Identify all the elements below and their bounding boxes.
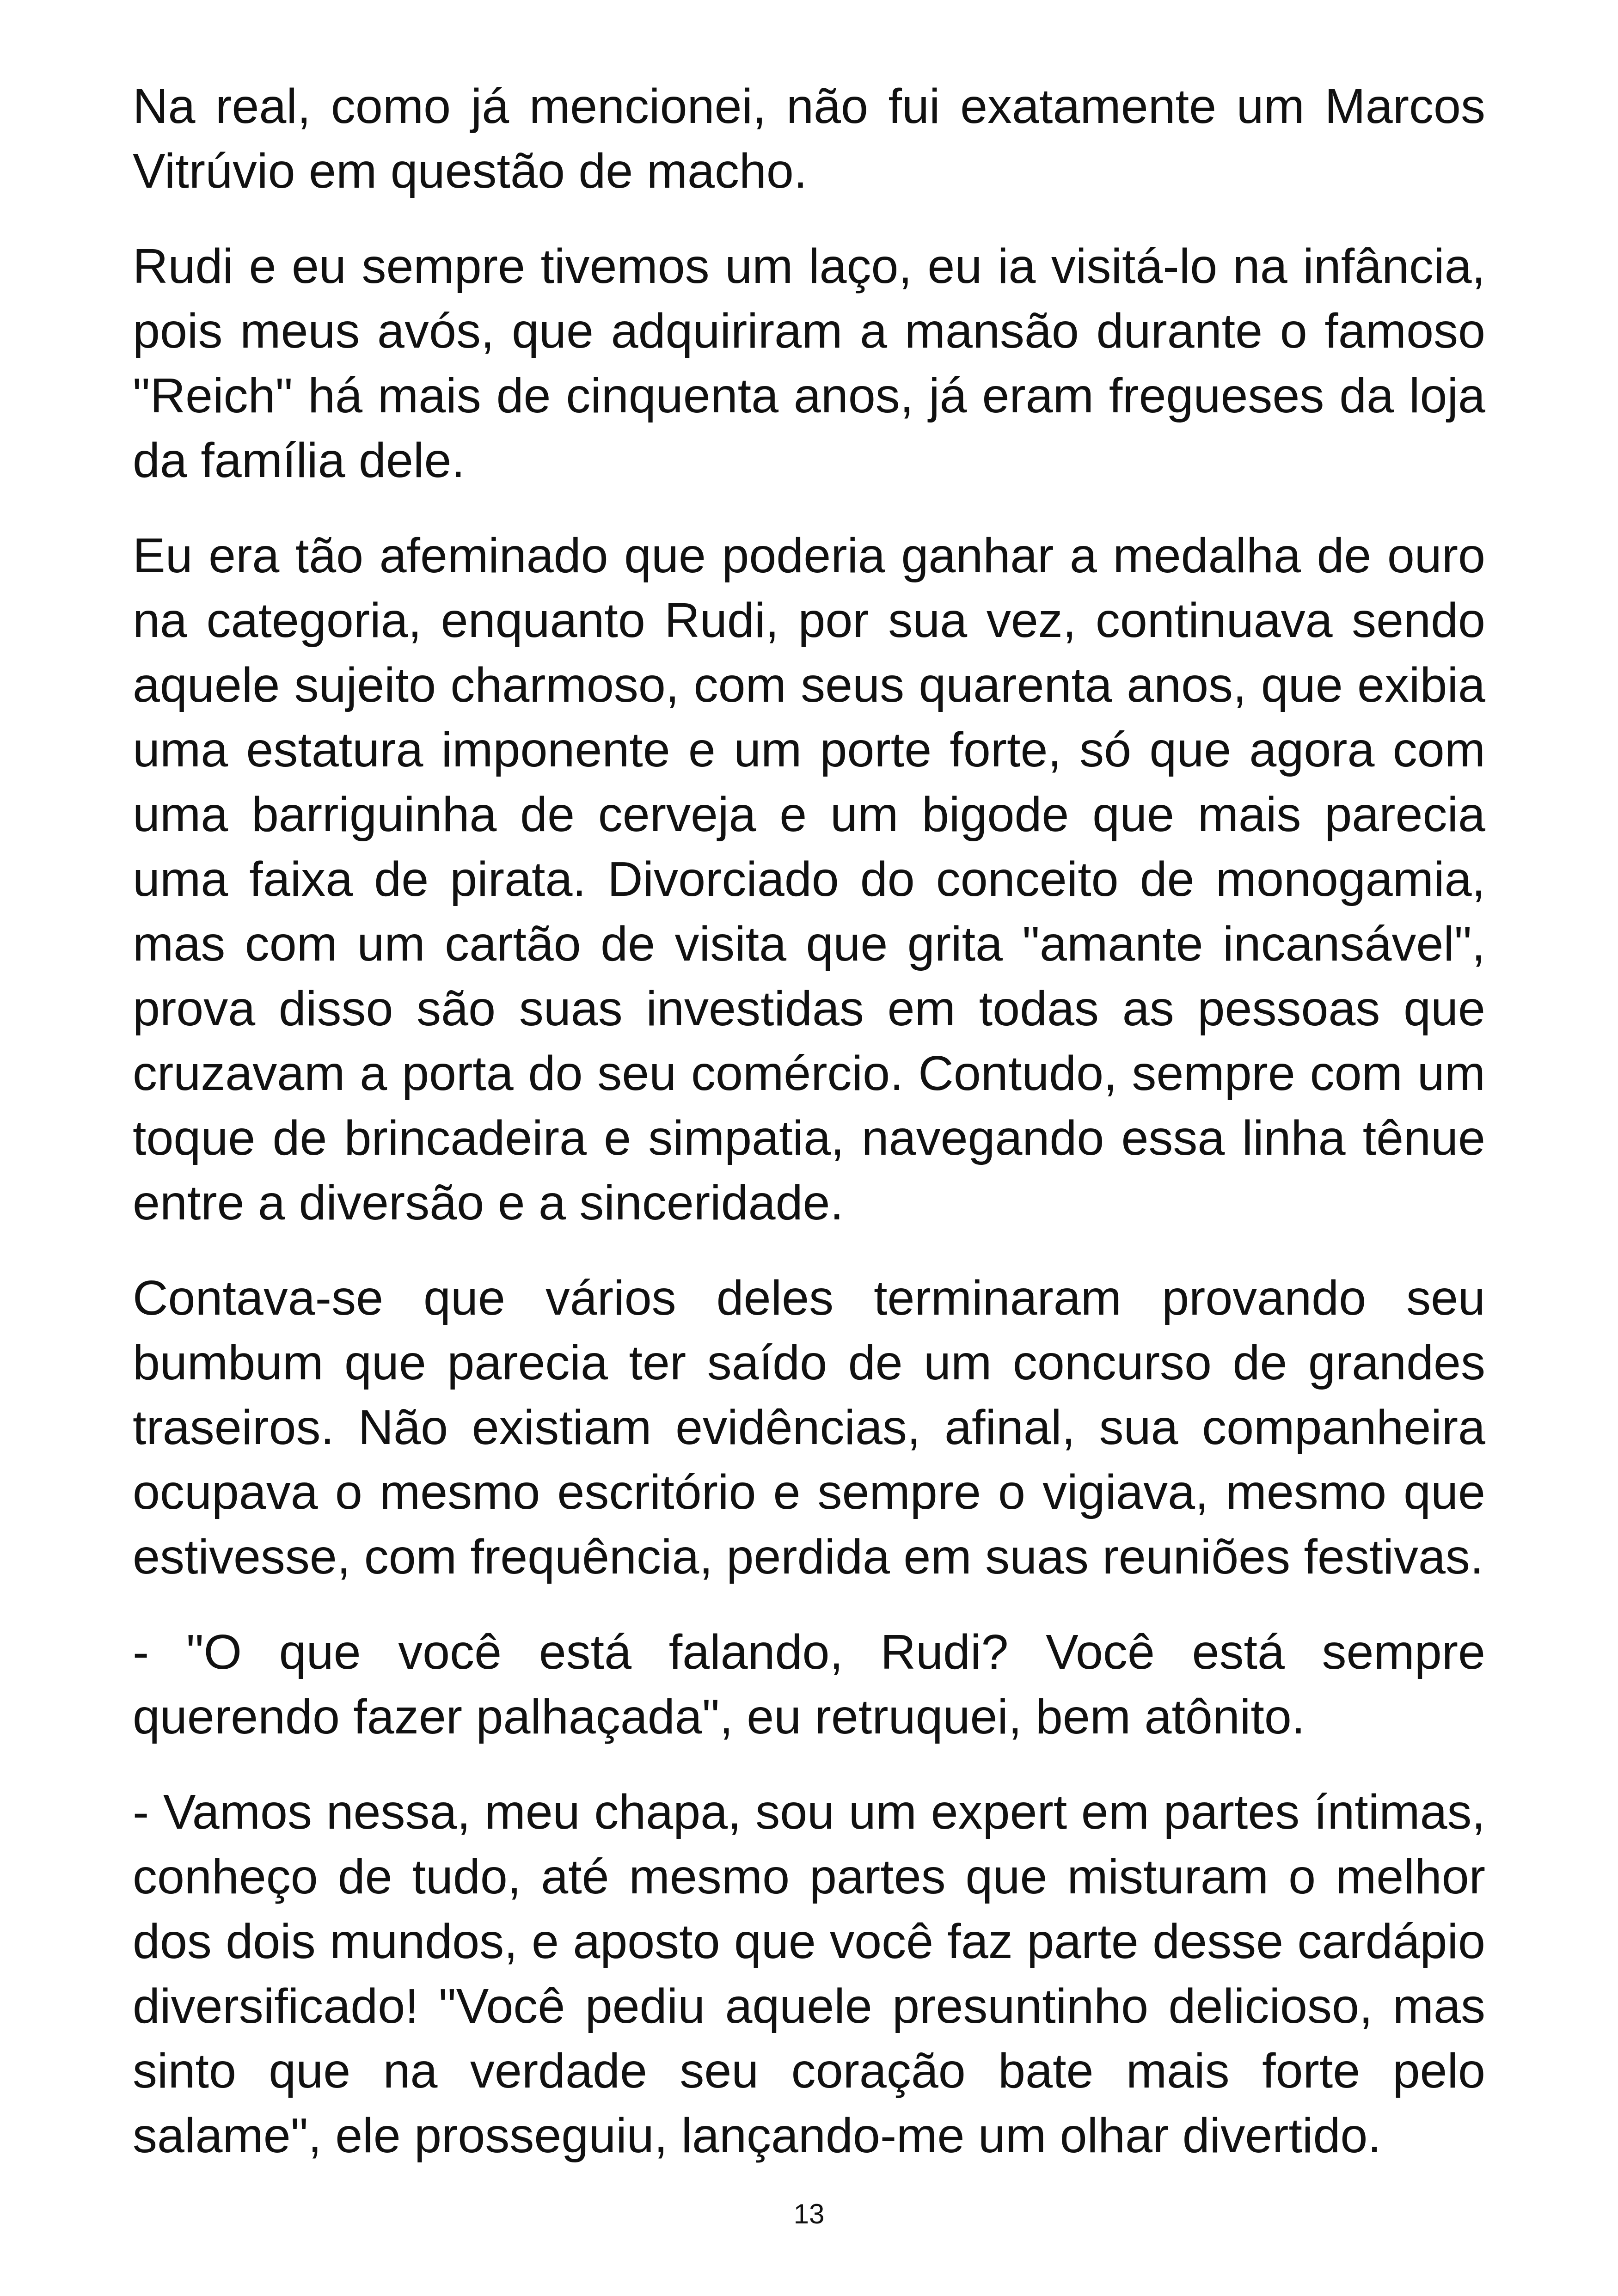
paragraph-4: Contava-se que vários deles terminaram provando seu bumbum que parecia ter saído de um concurso de grandes traseiros. Não existiam evidências, afinal, sua companheira ocupava o mesmo escritório e sempre o vigiava, mesmo que estivesse, com frequência, perdida em suas reuniões festivas. [133,1271,1485,1584]
paragraph-2: Rudi e eu sempre tivemos um laço, eu ia visitá-lo na infância, pois meus avós, que adquiriram a mansão durante o famoso "Reich" há mais de cinquenta anos, já eram fregueses da loja da família dele. [133,239,1485,488]
paragraph-1: Na real, como já mencionei, não fui exatamente um Marcos Vitrúvio em questão de macho. [133,79,1485,198]
body-text [133,74,1485,2198]
paragraph-6: - Vamos nessa, meu chapa, sou um expert em partes íntimas, conheço de tudo, até mesmo partes que misturam o melhor dos dois mundos, e aposto que você faz parte desse cardápio diversificado! "Você pediu aquele presuntinho delicioso, mas sinto que na verdade seu coração bate mais forte pelo salame", ele prosseguiu, lançando-me um olhar divertido. [133,1785,1485,2163]
paragraph-5: - "O que você está falando, Rudi? Você está sempre querendo fazer palhaçada", eu retruquei, bem atônito. [133,1625,1485,1744]
paragraph-3: Eu era tão afeminado que poderia ganhar a medalha de ouro na categoria, enquanto Rudi, por sua vez, continuava sendo aquele sujeito charmoso, com seus quarenta anos, que exibia uma estatura imponente e um porte forte, só que agora com uma barriguinha de cerveja e um bigode que mais parecia uma faixa de pirata. Divorciado do conceito de monogamia, mas com um cartão de visita que grita "amante incansável", prova disso são suas investidas em todas as pessoas que cruzavam a porta do seu comércio. Contudo, sempre com um toque de brincadeira e simpatia, navegando essa linha tênue entre a diversão e a sinceridade. [133,528,1485,1230]
page-number: 13 [793,2198,825,2229]
